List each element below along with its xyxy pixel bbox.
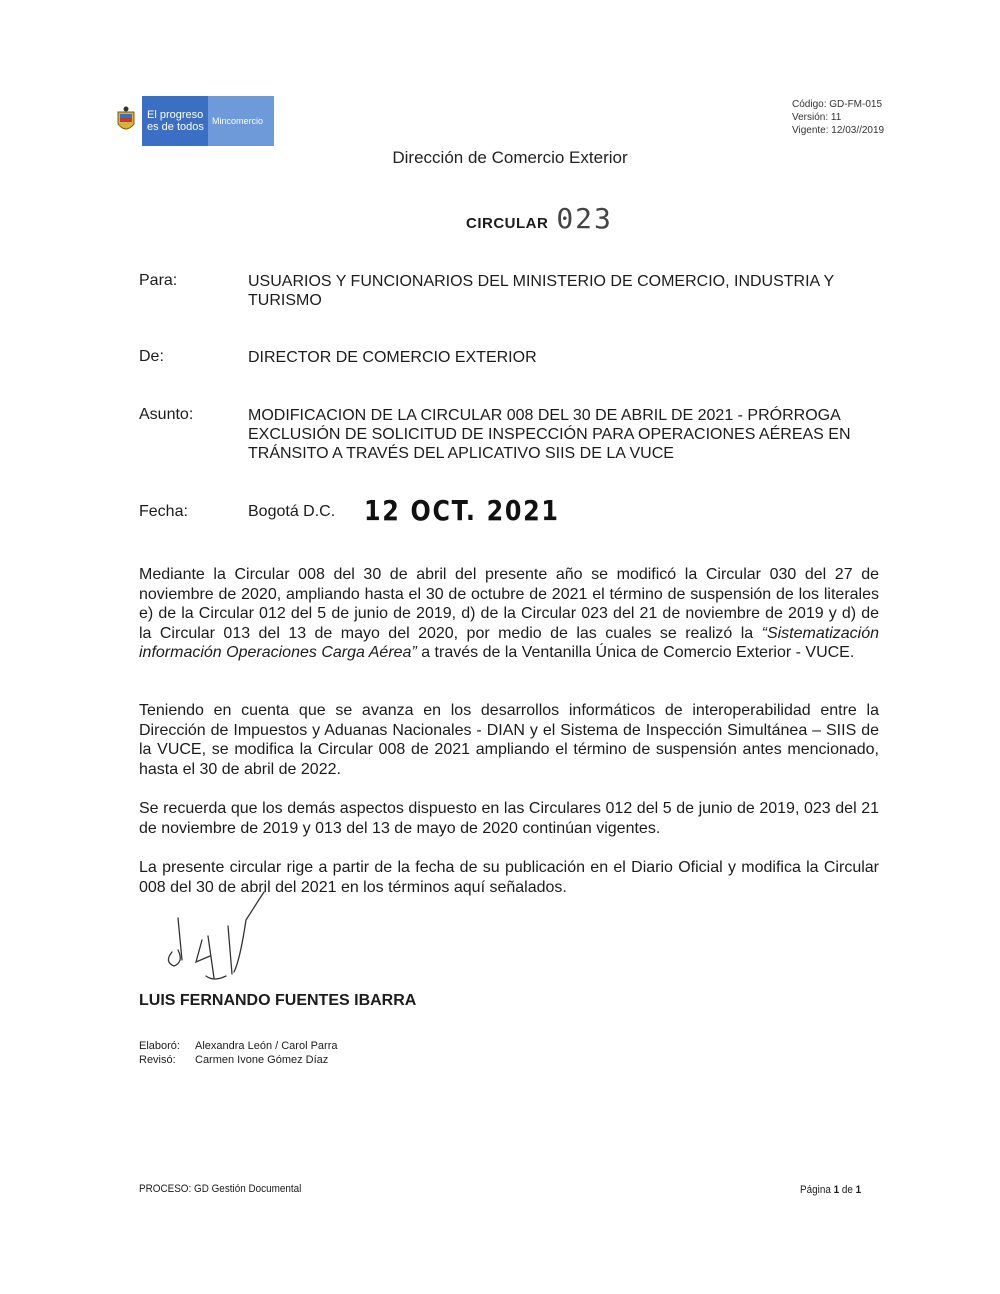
credits xyxy=(139,1039,337,1067)
fecha-label: Fecha: xyxy=(139,503,188,520)
para-label: Para: xyxy=(139,272,178,289)
elaboro-value: Alexandra León / Carol Parra xyxy=(195,1040,338,1052)
fecha-city: Bogotá D.C. xyxy=(248,503,336,520)
circular-label: CIRCULAR xyxy=(466,215,549,232)
slogan-line1: El progreso xyxy=(147,109,204,121)
para-value: USUARIOS Y FUNCIONARIOS DEL MINISTERIO DE COMERCIO, INDUSTRIA Y TURISMO xyxy=(248,273,834,309)
page-current: 1 xyxy=(833,1184,840,1196)
slogan-line2: es de todos xyxy=(147,121,204,133)
reviso-value: Carmen Ivone Gómez Díaz xyxy=(195,1054,329,1066)
page-of: de xyxy=(841,1184,853,1196)
doc-code: Código: GD-FM-015 xyxy=(792,99,883,110)
coat-of-arms-icon xyxy=(110,96,142,146)
brand-slogan xyxy=(142,96,208,146)
circular-heading xyxy=(466,202,613,235)
de-value: DIRECTOR DE COMERCIO EXTERIOR xyxy=(248,349,537,366)
circular-number: 023 xyxy=(556,202,613,235)
footer-process: PROCESO: GD Gestión Documental xyxy=(139,1183,302,1195)
credit-reviso xyxy=(139,1053,337,1067)
p1-text-b: a través de la Ventanilla Única de Comercio Exterior - VUCE. xyxy=(416,644,855,661)
p1-text-a: Mediante la Circular 008 del 30 de abril del presente año se modificó la Circular 030 del 27 de noviembre de 2020, ampliando hasta el 30 de octubre de 2021 el término de suspensión de los literales e) de la Circular 012 del 5 de junio de 2019, d) de la Circular 023 del 21 de noviembre de 2019 y d) de la Circular 013 del 13 de mayo del 2020, por medio de las cuales se realizó la xyxy=(139,566,879,642)
elaboro-label: Elaboró: xyxy=(139,1040,180,1052)
ministry-name: Mincomercio xyxy=(208,96,274,146)
doc-valid-from: Vigente: 12/03//2019 xyxy=(792,125,885,136)
de-label: De: xyxy=(139,348,164,365)
page-total: 1 xyxy=(855,1184,862,1196)
header-logo xyxy=(110,96,274,146)
page-label: Página xyxy=(800,1184,831,1196)
p1-italic-title: “Sistematización información Operaciones Carga Aérea” xyxy=(139,624,879,661)
date-stamp: 12 OCT. 2021 xyxy=(364,494,560,527)
document-control-meta xyxy=(792,98,884,137)
body-paragraph-4: La presente circular rige a partir de la fecha de su publicación en el Diario Oficial y modifica la Circular 008 del 30 de abril del 2021 en los términos aquí señalados. xyxy=(139,859,879,896)
body-paragraph-2: Teniendo en cuenta que se avanza en los desarrollos informáticos de interoperabilidad entre la Dirección de Impuestos y Aduanas Nacionales - DIAN y el Sistema de Inspección Simultánea – SIIS de la VUCE, se modifica la Circular 008 de 2021 ampliando el término de suspensión antes mencionado, hasta el 30 de abril de 2022. xyxy=(139,702,879,778)
asunto-value: MODIFICACION DE LA CIRCULAR 008 DEL 30 DE ABRIL DE 2021 - PRÓRROGA EXCLUSIÓN DE SOLICITUD DE INSPECCIÓN PARA OPERACIONES AÉREAS EN TRÁNSITO A TRAVÉS DEL APLICATIVO SIIS DE LA VUCE xyxy=(248,407,851,462)
department-title: Dirección de Comercio Exterior xyxy=(392,148,628,167)
body-paragraph-1 xyxy=(139,565,879,663)
reviso-label: Revisó: xyxy=(139,1054,176,1066)
body-paragraph-3: Se recuerda que los demás aspectos dispuesto en las Circulares 012 del 5 de junio de 2019, 023 del 21 de noviembre de 2019 y 013 del 13 de mayo de 2020 continúan vigentes. xyxy=(139,800,879,837)
footer-page-number xyxy=(800,1184,861,1196)
signer-name: LUIS FERNANDO FUENTES IBARRA xyxy=(139,992,417,1009)
doc-version: Versión: 11 xyxy=(792,112,842,123)
handwritten-signature xyxy=(160,890,280,990)
asunto-label: Asunto: xyxy=(139,406,194,423)
credit-elaboro xyxy=(139,1039,337,1053)
